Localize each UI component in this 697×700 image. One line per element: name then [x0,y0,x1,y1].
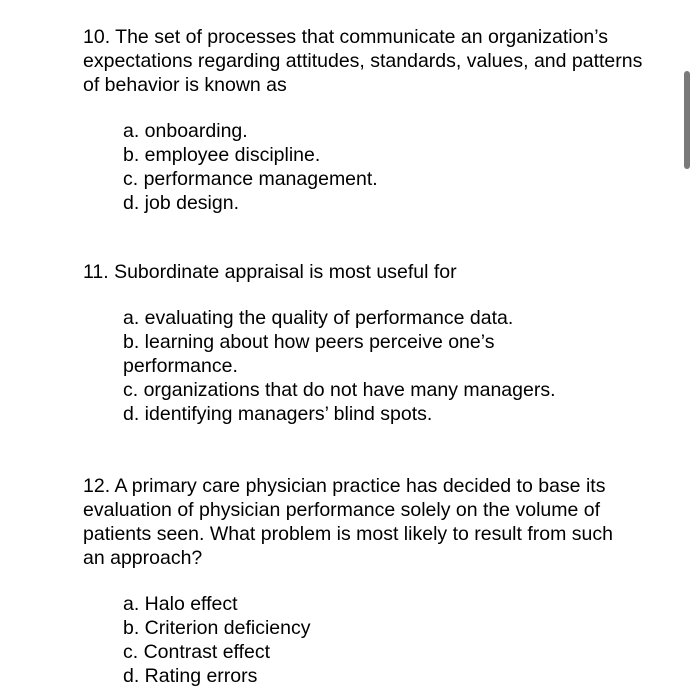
question-stem: 11. Subordinate appraisal is most useful for [83,261,457,283]
question-stem: 10. The set of processes that communicate an organization’s expectations regarding attitudes, standards, values, and patterns of behavior is known as [83,26,643,96]
answer-option-b: b. learning about how peers perceive one’s performance. [123,331,495,377]
vertical-scrollbar[interactable] [684,71,690,169]
answer-option-d: d. Rating errors [123,665,258,687]
answer-options [83,306,643,426]
spacer [83,215,643,260]
answer-option-c: c. Contrast effect [123,641,271,663]
question-10 [83,25,643,215]
answer-option-a: a. Halo effect [123,593,238,615]
question-12 [83,474,643,688]
answer-option-a: a. onboarding. [123,120,248,142]
question-stem: 12. A primary care physician practice has decided to base its evaluation of physician performance solely on the volume of patients seen. What problem is most likely to result from such an approach? [83,475,613,569]
answer-options [83,119,643,215]
quiz-content [83,25,643,688]
spacer [83,426,643,474]
answer-option-b: b. Criterion deficiency [123,617,311,639]
answer-option-c: c. performance management. [123,168,378,190]
answer-option-d: d. identifying managers’ blind spots. [123,403,433,425]
answer-option-c: c. organizations that do not have many managers. [123,379,556,401]
question-11 [83,260,643,426]
answer-option-b: b. employee discipline. [123,144,321,166]
answer-options [83,592,643,688]
answer-option-d: d. job design. [123,192,240,214]
answer-option-a: a. evaluating the quality of performance data. [123,307,514,329]
